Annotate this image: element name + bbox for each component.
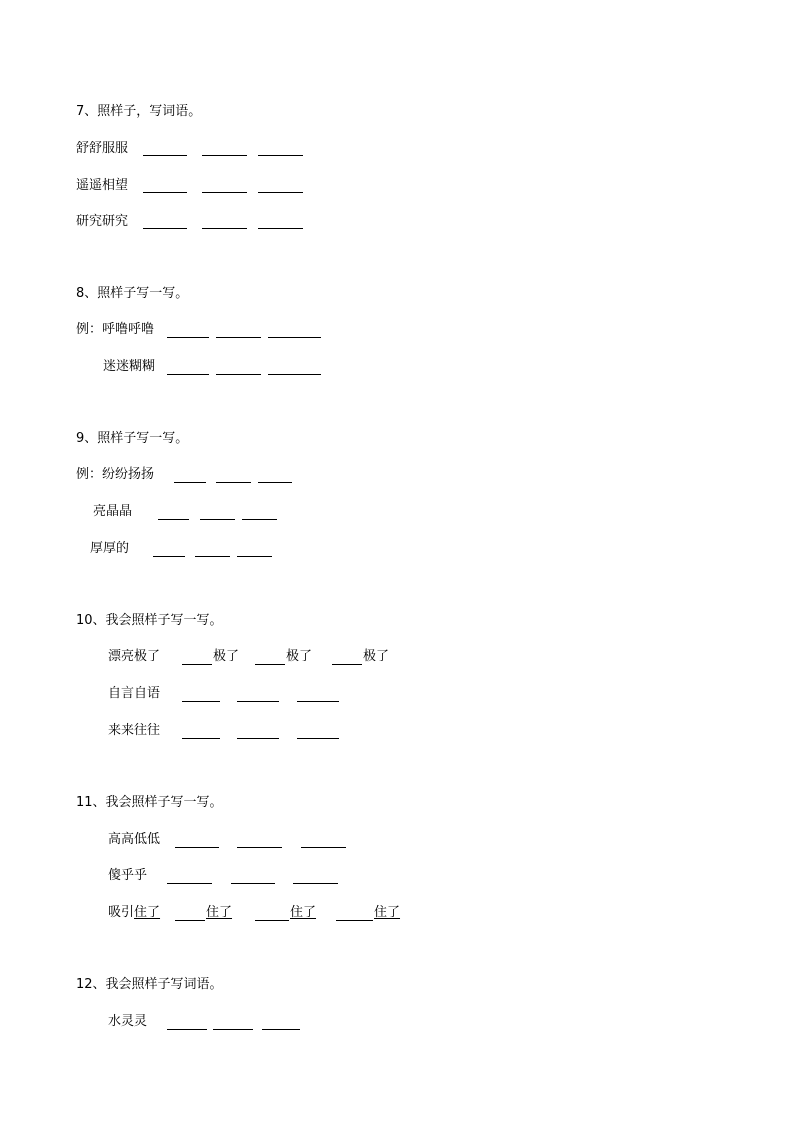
- q12-word: 水灵灵: [108, 1014, 148, 1029]
- q10-word: 自言自语: [108, 686, 161, 701]
- answer-blank[interactable]: [200, 519, 235, 520]
- answer-blank[interactable]: [258, 228, 303, 229]
- answer-blank[interactable]: [202, 228, 247, 229]
- answer-blank[interactable]: [153, 556, 185, 557]
- q7-example-word: 遥遥相望: [76, 178, 129, 193]
- answer-blank[interactable]: [167, 883, 212, 884]
- answer-blank[interactable]: [213, 1029, 253, 1030]
- q11-word: 高高低低: [108, 832, 161, 847]
- answer-blank[interactable]: [174, 482, 206, 483]
- answer-blank[interactable]: [143, 155, 187, 156]
- q8-word: 迷迷糊糊: [103, 359, 156, 374]
- answer-blank[interactable]: [202, 192, 247, 193]
- q8-example: 例：呼噜呼噜: [76, 322, 155, 337]
- q10-suffix: 极了: [286, 649, 313, 664]
- q9-title: 9、照样子写一写。: [76, 431, 189, 446]
- answer-blank[interactable]: [255, 920, 289, 921]
- answer-blank[interactable]: [293, 883, 338, 884]
- q11-suffix: 住了: [206, 905, 233, 920]
- answer-blank[interactable]: [237, 847, 282, 848]
- answer-blank[interactable]: [143, 192, 187, 193]
- q7-example-word: 研究研究: [76, 214, 129, 229]
- answer-blank[interactable]: [158, 519, 189, 520]
- answer-blank[interactable]: [231, 883, 275, 884]
- answer-blank[interactable]: [237, 556, 272, 557]
- answer-blank[interactable]: [182, 738, 220, 739]
- q9-example: 例：纷纷扬扬: [76, 467, 155, 482]
- answer-blank[interactable]: [268, 337, 321, 338]
- answer-blank[interactable]: [301, 847, 346, 848]
- q10-word: 来来往往: [108, 723, 161, 738]
- q11-example: [108, 905, 160, 921]
- answer-blank[interactable]: [297, 701, 339, 702]
- q11-title: 11、我会照样子写一写。: [76, 795, 223, 810]
- q11-suffix: 住了: [290, 905, 317, 920]
- answer-blank[interactable]: [237, 701, 279, 702]
- answer-blank[interactable]: [216, 374, 261, 375]
- answer-blank[interactable]: [182, 701, 220, 702]
- answer-blank[interactable]: [175, 847, 219, 848]
- answer-blank[interactable]: [268, 374, 321, 375]
- answer-blank[interactable]: [255, 664, 285, 665]
- answer-blank[interactable]: [167, 337, 209, 338]
- answer-blank[interactable]: [216, 337, 261, 338]
- answer-blank[interactable]: [195, 556, 230, 557]
- answer-blank[interactable]: [258, 155, 303, 156]
- answer-blank[interactable]: [258, 192, 303, 193]
- q10-suffix: 极了: [363, 649, 390, 664]
- q10-example: 漂亮极了: [108, 649, 161, 664]
- answer-blank[interactable]: [242, 519, 277, 520]
- answer-blank[interactable]: [258, 482, 292, 483]
- q7-title: 7、照样子，写词语。: [76, 104, 202, 119]
- q10-suffix: 极了: [213, 649, 240, 664]
- q8-title: 8、照样子写一写。: [76, 286, 189, 301]
- answer-blank[interactable]: [216, 482, 251, 483]
- q11-prefix: 吸引: [108, 905, 135, 920]
- q11-word: 傻乎乎: [108, 868, 148, 883]
- answer-blank[interactable]: [167, 374, 209, 375]
- q11-suffix: 住了: [374, 905, 401, 920]
- q10-title: 10、我会照样子写一写。: [76, 613, 223, 628]
- answer-blank[interactable]: [237, 738, 279, 739]
- q9-word: 亮晶晶: [93, 504, 133, 519]
- answer-blank[interactable]: [297, 738, 339, 739]
- answer-blank[interactable]: [143, 228, 187, 229]
- q11-underlined-suffix: 住了: [134, 905, 161, 920]
- q12-title: 12、我会照样子写词语。: [76, 977, 223, 992]
- answer-blank[interactable]: [167, 1029, 207, 1030]
- q7-example-word: 舒舒服服: [76, 141, 129, 156]
- answer-blank[interactable]: [182, 664, 212, 665]
- answer-blank[interactable]: [202, 155, 247, 156]
- q9-word: 厚厚的: [90, 541, 130, 556]
- answer-blank[interactable]: [262, 1029, 300, 1030]
- answer-blank[interactable]: [336, 920, 373, 921]
- answer-blank[interactable]: [175, 920, 205, 921]
- answer-blank[interactable]: [332, 664, 362, 665]
